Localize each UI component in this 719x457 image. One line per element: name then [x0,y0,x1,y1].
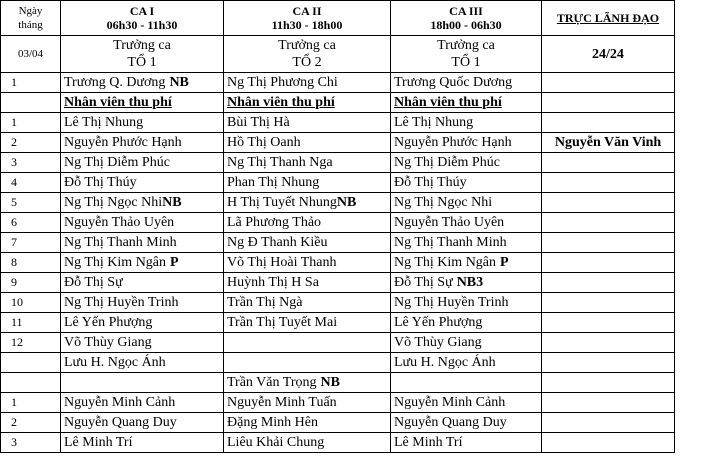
shift-header-2 [224,1,391,36]
shift-3-cell [391,313,542,333]
shift-3-cell [391,173,542,193]
staff-name: Lê Yến Phượng [394,315,483,330]
shift-1-cell [61,173,224,193]
staff-name: Hồ Thị Oanh [227,135,301,150]
shift-1-cell [61,273,224,293]
margin-cell [675,293,705,313]
staff-name: Võ Thùy Giang [394,335,482,350]
row-number: 7 [1,233,61,253]
table-row [1,153,705,173]
staff-name: Lưu H. Ngọc Ánh [64,355,166,370]
staff-name: Ng Thị Phương Chi [227,75,338,90]
duty-cell [542,393,675,413]
header-row-shifts [1,1,705,36]
staff-name: Huỳnh Thị H Sa [227,275,319,290]
date-value: 03/04 [1,36,61,73]
margin-cell [675,353,705,373]
shift-2-cell [224,333,391,353]
shift-3-cell [391,213,542,233]
shift-2-cell [224,213,391,233]
date-label: Ngày tháng [18,5,43,31]
shift-3-cell [391,373,542,393]
shift-1-cell [61,233,224,253]
duty-cell [542,173,675,193]
staff-name: Lê Yến Phượng [64,315,153,330]
staff-name: Nguyễn Quang Duy [64,415,177,430]
team-label: TỔ 1 [451,55,481,70]
shift-1-cell [61,133,224,153]
staff-tag: P [170,255,179,270]
shift-3-cell [391,433,542,453]
table-row [1,313,705,333]
shift-2-cell [224,433,391,453]
staff-name: Lưu H. Ngọc Ánh [394,355,496,370]
shift-name: CA I [129,4,155,18]
row-number [1,353,61,373]
duty-cell [542,413,675,433]
duty-cell [542,233,675,253]
shift-2-cell [224,113,391,133]
table-row [1,333,705,353]
table-row [1,193,705,213]
staff-name: Đỗ Thị Thúy [394,175,467,190]
margin-cell [675,373,705,393]
duty-header [542,1,675,36]
shift-3-cell [391,153,542,173]
table-row [1,113,705,133]
shift-1-cell [61,93,224,113]
staff-name: Nhân viên thu phí [227,95,335,110]
duty-cell [542,113,675,133]
margin-cell [675,193,705,213]
shift-1-cell [61,353,224,373]
staff-name: Đỗ Thị Sự [64,275,123,290]
staff-name: Ng Thị Thanh Minh [394,235,507,250]
staff-name: Trần Thị Ngà [227,295,303,310]
duty-cell [542,373,675,393]
staff-name: Võ Thị Hoài Thanh [227,255,337,270]
staff-name: Ng Thị Huyền Trinh [64,295,179,310]
table-row [1,433,705,453]
staff-tag: NB [320,375,340,390]
shift-name: CA III [449,4,483,18]
shift-3-cell [391,233,542,253]
date-column-header [1,1,61,36]
margin-cell [675,153,705,173]
staff-name: Trương Quốc Dương [394,75,513,90]
shift-1-cell [61,433,224,453]
row-number: 10 [1,293,61,313]
duty-cell [542,333,675,353]
shift-3-cell [391,333,542,353]
staff-name: Trần Thị Tuyết Mai [227,315,338,330]
staff-name: Ng Thị Diễm Phúc [394,155,500,170]
shift-name: CA II [292,4,322,18]
duty-cell [542,193,675,213]
margin-cell [675,113,705,133]
duty-cell [542,433,675,453]
shift-2-cell [224,293,391,313]
staff-name: Ng Thị Thanh Minh [64,235,177,250]
staff-name: Đỗ Thị Thúy [64,175,137,190]
margin-cell [675,313,705,333]
staff-name: Lã Phương Thảo [227,215,322,230]
shift-1-cell [61,393,224,413]
shift-1-cell [61,213,224,233]
margin-cell [675,1,705,36]
shift-1-cell [61,373,224,393]
staff-name: Nguyễn Thảo Uyên [64,215,175,230]
staff-name: Nguyễn Thảo Uyên [394,215,505,230]
staff-name: Ng Đ Thanh Kiều [227,235,328,250]
row-number: 1 [1,393,61,413]
shift-lead-3 [391,36,542,73]
margin-cell [675,93,705,113]
shift-2-cell [224,353,391,373]
table-row [1,353,705,373]
staff-name: Nguyễn Minh Cảnh [394,395,506,410]
staff-tag: NB [169,75,189,90]
row-number [1,373,61,393]
shift-1-cell [61,333,224,353]
row-number: 2 [1,133,61,153]
table-row [1,73,705,93]
shift-header-1 [61,1,224,36]
staff-name: Ng Thị Diễm Phúc [64,155,170,170]
shift-1-cell [61,293,224,313]
staff-tag: NB3 [456,275,484,290]
shift-2-cell [224,273,391,293]
row-number: 3 [1,153,61,173]
row-number: 2 [1,413,61,433]
staff-name: Trương Q. Dương [64,75,166,90]
staff-name: Nguyễn Minh Cảnh [64,395,176,410]
table-row [1,413,705,433]
staff-name: Võ Thùy Giang [64,335,152,350]
row-number: 1 [1,113,61,133]
duty-cell [542,353,675,373]
header-row-leads [1,36,705,73]
duty-cell: Nguyễn Văn Vinh [542,133,675,153]
duty-cell [542,153,675,173]
margin-cell [675,433,705,453]
shift-2-cell [224,193,391,213]
margin-cell [675,233,705,253]
shift-2-cell [224,413,391,433]
shift-time: 11h30 - 18h00 [271,18,343,32]
shift-3-cell [391,293,542,313]
staff-name: Ng Thị Ngọc Nhi [64,195,163,210]
shift-3-cell [391,253,542,273]
row-number: 8 [1,253,61,273]
shift-1-cell [61,253,224,273]
shift-3-cell [391,393,542,413]
lead-label: Trưởng ca [437,38,495,53]
shift-2-cell [224,133,391,153]
shift-2-cell [224,373,391,393]
staff-name: Nguyễn Quang Duy [394,415,507,430]
row-number: 9 [1,273,61,293]
row-number [1,93,61,113]
staff-tag: P [500,255,509,270]
margin-cell [675,393,705,413]
shift-2-cell [224,173,391,193]
lead-label: Trưởng ca [278,38,336,53]
table-row [1,233,705,253]
duty-cell [542,73,675,93]
duty-cell [542,293,675,313]
margin-cell [675,73,705,93]
table-row [1,173,705,193]
table-row [1,253,705,273]
margin-cell [675,333,705,353]
shift-2-cell [224,93,391,113]
row-number: 12 [1,333,61,353]
row-number: 11 [1,313,61,333]
staff-name: Đặng Minh Hên [227,415,318,430]
shift-3-cell [391,113,542,133]
shift-lead-1 [61,36,224,73]
row-number: 4 [1,173,61,193]
shift-time: 06h30 - 11h30 [106,18,178,32]
shift-header-3 [391,1,542,36]
shift-1-cell [61,313,224,333]
shift-1-cell [61,153,224,173]
staff-name: Phan Thị Nhung [227,175,320,190]
margin-cell [675,133,705,153]
duty-cell [542,273,675,293]
table-row [1,133,705,153]
staff-name: Trần Văn Trọng [227,375,317,390]
margin-cell [675,413,705,433]
margin-cell [675,173,705,193]
staff-name: Ng Thị Huyền Trinh [394,295,509,310]
staff-name: Ng Thị Ngọc Nhi [394,195,493,210]
shift-3-cell [391,73,542,93]
staff-name: Lê Thị Nhung [394,115,474,130]
shift-2-cell [224,233,391,253]
staff-name: Bùi Thị Hà [227,115,290,130]
staff-name: Đỗ Thị Sự [394,275,453,290]
duty-cell [542,93,675,113]
shift-2-cell [224,253,391,273]
shift-3-cell [391,93,542,113]
margin-cell [675,253,705,273]
team-label: TỔ 1 [127,55,157,70]
staff-name: Ng Thị Thanh Nga [227,155,333,170]
team-label: TỔ 2 [292,55,322,70]
table-row [1,213,705,233]
staff-name: Lê Minh Trí [64,435,133,450]
shift-2-cell [224,313,391,333]
table-row [1,393,705,413]
duty-cell [542,313,675,333]
duty-cell [542,253,675,273]
shift-3-cell [391,413,542,433]
shift-1-cell [61,73,224,93]
row-number: 1 [1,73,61,93]
row-number: 5 [1,193,61,213]
shift-lead-2 [224,36,391,73]
staff-name: Nguyễn Phước Hạnh [394,135,512,150]
staff-name: Ng Thị Kim Ngân [394,255,497,270]
row-number: 6 [1,213,61,233]
shift-1-cell [61,193,224,213]
lead-label: Trưởng ca [113,38,171,53]
shift-time: 18h00 - 06h30 [430,18,502,32]
row-number: 3 [1,433,61,453]
margin-cell [675,36,705,73]
staff-tag: NB [162,195,182,210]
table-row [1,373,705,393]
shift-2-cell [224,73,391,93]
shift-1-cell [61,413,224,433]
table-row [1,273,705,293]
margin-cell [675,213,705,233]
shift-2-cell [224,393,391,413]
duty-title: TRỰC LÃNH ĐẠO [556,11,660,25]
shift-3-cell [391,193,542,213]
staff-name: Nhân viên thu phí [394,95,502,110]
margin-cell [675,273,705,293]
staff-name: H Thị Tuyết Nhung [227,195,337,210]
shift-3-cell [391,133,542,153]
staff-name: Nguyễn Phước Hạnh [64,135,182,150]
shift-3-cell [391,353,542,373]
staff-name: Nguyễn Minh Tuấn [227,395,337,410]
shift-1-cell [61,113,224,133]
shift-2-cell [224,153,391,173]
table-row [1,93,705,113]
table-row [1,293,705,313]
staff-name: Lê Thị Nhung [64,115,144,130]
staff-name: Liêu Khải Chung [227,435,325,450]
staff-name: Ng Thị Kim Ngân [64,255,167,270]
shift-3-cell [391,273,542,293]
duty-cell [542,213,675,233]
staff-name: Lê Minh Trí [394,435,463,450]
staff-tag: NB [336,195,357,210]
staff-name: Nhân viên thu phí [64,95,172,110]
duty-hours: 24/24 [542,36,675,73]
